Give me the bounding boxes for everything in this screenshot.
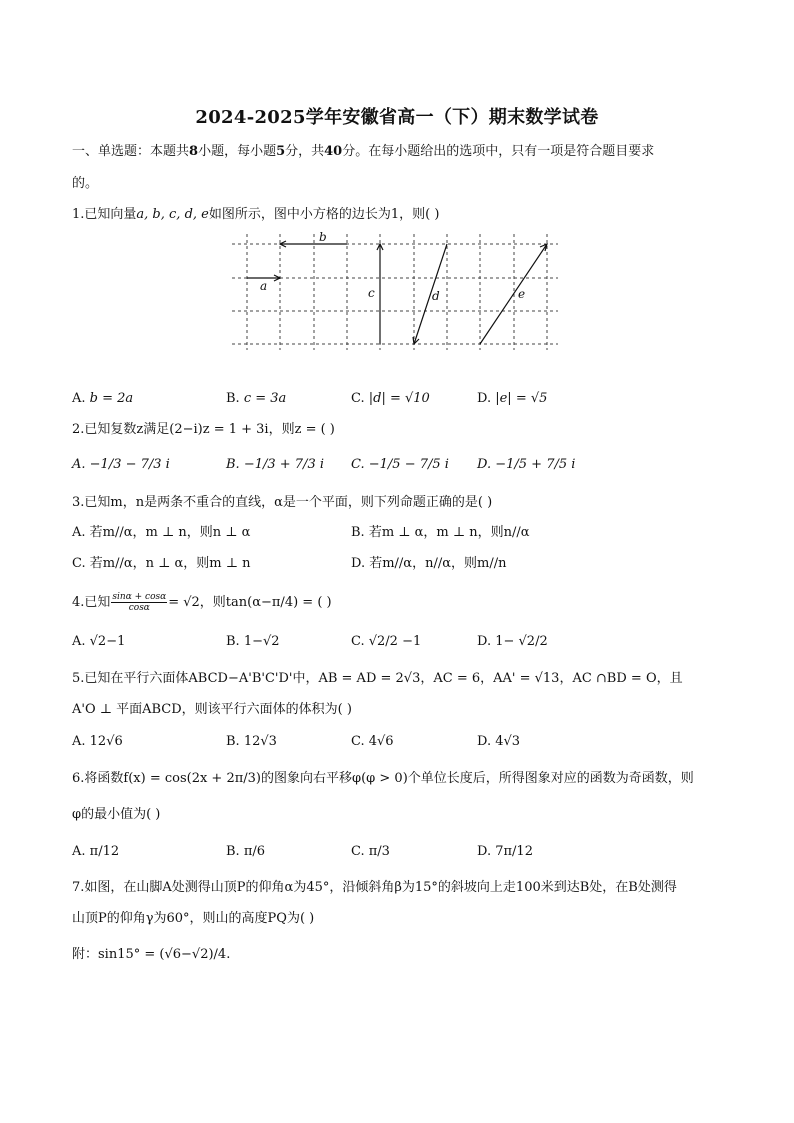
question-3-option-d[interactable]: D. 若m//α，n//α，则m//n — [351, 556, 507, 571]
question-6-text: 将函数f(x) = cos(2x + 2π/3)的图象向右平移φ(φ > 0)个单位长度后，所得图象对应的函数为奇函数，则 — [84, 771, 694, 786]
question-7-text: 如图，在山脚A处测得山顶P的仰角α为45°，沿倾斜角β为15°的斜坡向上走100米到达B处，在B处测得 — [84, 880, 677, 895]
section-text-c: 分，共 — [285, 144, 325, 159]
question-7-stem-line-2: 山顶P的仰角γ为60°，则山的高度PQ为( ) — [72, 911, 315, 926]
question-4-stem — [72, 592, 332, 613]
question-2-option-d[interactable]: D. −1/5 + 7/5 i — [477, 457, 576, 472]
question-6-option-c[interactable]: C. π/3 — [351, 844, 390, 859]
vector-c-label: c — [368, 286, 375, 300]
question-4-prefix: 已知 — [84, 595, 111, 610]
question-5-option-a[interactable]: A. 12√6 — [72, 734, 123, 749]
grid-lines — [232, 234, 558, 350]
question-2-option-a[interactable]: A. −1/3 − 7/3 i — [72, 457, 170, 472]
section-text-d: 分。在每小题给出的选项中，只有一项是符合题目要求 — [342, 144, 655, 159]
question-4-number: 4. — [72, 595, 85, 610]
page-title: 2024-2025学年安徽省高一（下）期末数学试卷 — [195, 107, 599, 128]
question-3-option-c[interactable]: C. 若m//α，n ⊥ α，则m ⊥ n — [72, 556, 251, 571]
vector-e-label: e — [518, 287, 526, 301]
question-1-stem — [72, 206, 439, 224]
question-6-stem — [72, 770, 694, 788]
question-4-option-a[interactable]: A. √2−1 — [72, 634, 126, 649]
question-4-text: = √2，则tan(α−π/4) = ( ) — [168, 595, 332, 610]
question-2-option-b[interactable]: B. −1/3 + 7/3 i — [226, 457, 325, 472]
question-5-option-c[interactable]: C. 4√6 — [351, 734, 394, 749]
section-text-a: 一、单选题：本题共 — [72, 144, 190, 159]
question-1-vectors: a, b, c, d, e — [136, 207, 209, 222]
question-1-prefix: 已知向量 — [84, 207, 137, 222]
question-2-option-c[interactable]: C. −1/5 − 7/5 i — [351, 457, 449, 472]
question-2-number: 2. — [72, 422, 85, 437]
question-1-option-a[interactable]: A. b = 2a — [72, 391, 134, 406]
section-text-b: 小题，每小题 — [198, 144, 277, 159]
question-5-option-b[interactable]: B. 12√3 — [226, 734, 277, 749]
section-header-line-1 — [72, 143, 654, 161]
question-5-stem — [72, 670, 683, 688]
question-1-option-d[interactable]: D. |e| = √5 — [477, 391, 548, 406]
question-1-suffix: 如图所示，图中小方格的边长为1，则( ) — [208, 207, 440, 222]
question-2-text: 已知复数z满足(2−i)z = 1 + 3i，则z = ( ) — [84, 422, 335, 437]
question-2-stem — [72, 421, 335, 439]
section-header-line-2: 的。 — [72, 176, 99, 191]
score-total: 40 — [324, 144, 343, 159]
question-1-number: 1. — [72, 207, 85, 222]
question-6-stem-line-2: φ的最小值为( ) — [72, 807, 161, 822]
question-4-fraction: $\frac{\sin\alpha + \cos\alpha}{\cos\alpha}$ — [112, 592, 167, 613]
question-6-option-d[interactable]: D. 7π/12 — [477, 844, 533, 859]
question-3-option-b[interactable]: B. 若m ⊥ α，m ⊥ n，则n//α — [351, 525, 530, 540]
question-3-number: 3. — [72, 495, 85, 510]
question-7-number: 7. — [72, 880, 85, 895]
question-5-text: 已知在平行六面体ABCD−A'B'C'D'中，AB = AD = 2√3，AC = 6，AA' = √13，AC ∩BD = O，且 — [84, 671, 683, 686]
question-6-option-b[interactable]: B. π/6 — [226, 844, 266, 859]
score-each: 5 — [276, 144, 286, 159]
vector-d-label: d — [432, 289, 440, 303]
question-3-option-a[interactable]: A. 若m//α，m ⊥ n，则n ⊥ α — [72, 525, 251, 540]
question-3-text: 已知m，n是两条不重合的直线，α是一个平面，则下列命题正确的是( ) — [84, 495, 493, 510]
vector-grid-figure — [230, 230, 560, 352]
vector-b-label: b — [319, 230, 327, 244]
question-1-option-b[interactable]: B. c = 3a — [226, 391, 287, 406]
question-6-number: 6. — [72, 771, 85, 786]
question-3-stem — [72, 494, 492, 512]
question-5-stem-line-2: A'O ⊥ 平面ABCD，则该平行六面体的体积为( ) — [72, 702, 352, 717]
question-5-number: 5. — [72, 671, 85, 686]
vector-a-label: a — [260, 279, 268, 293]
question-count: 8 — [189, 144, 199, 159]
question-4-option-c[interactable]: C. √2/2 −1 — [351, 634, 422, 649]
question-4-option-b[interactable]: B. 1−√2 — [226, 634, 280, 649]
question-1-option-c[interactable]: C. |d| = √10 — [351, 391, 430, 406]
question-6-option-a[interactable]: A. π/12 — [72, 844, 120, 859]
vector-d-line — [414, 244, 447, 344]
question-5-option-d[interactable]: D. 4√3 — [477, 734, 521, 749]
question-4-option-d[interactable]: D. 1− √2/2 — [477, 634, 548, 649]
question-7-note: 附：sin15° = (√6−√2)/4. — [72, 947, 231, 962]
question-7-stem — [72, 879, 677, 897]
